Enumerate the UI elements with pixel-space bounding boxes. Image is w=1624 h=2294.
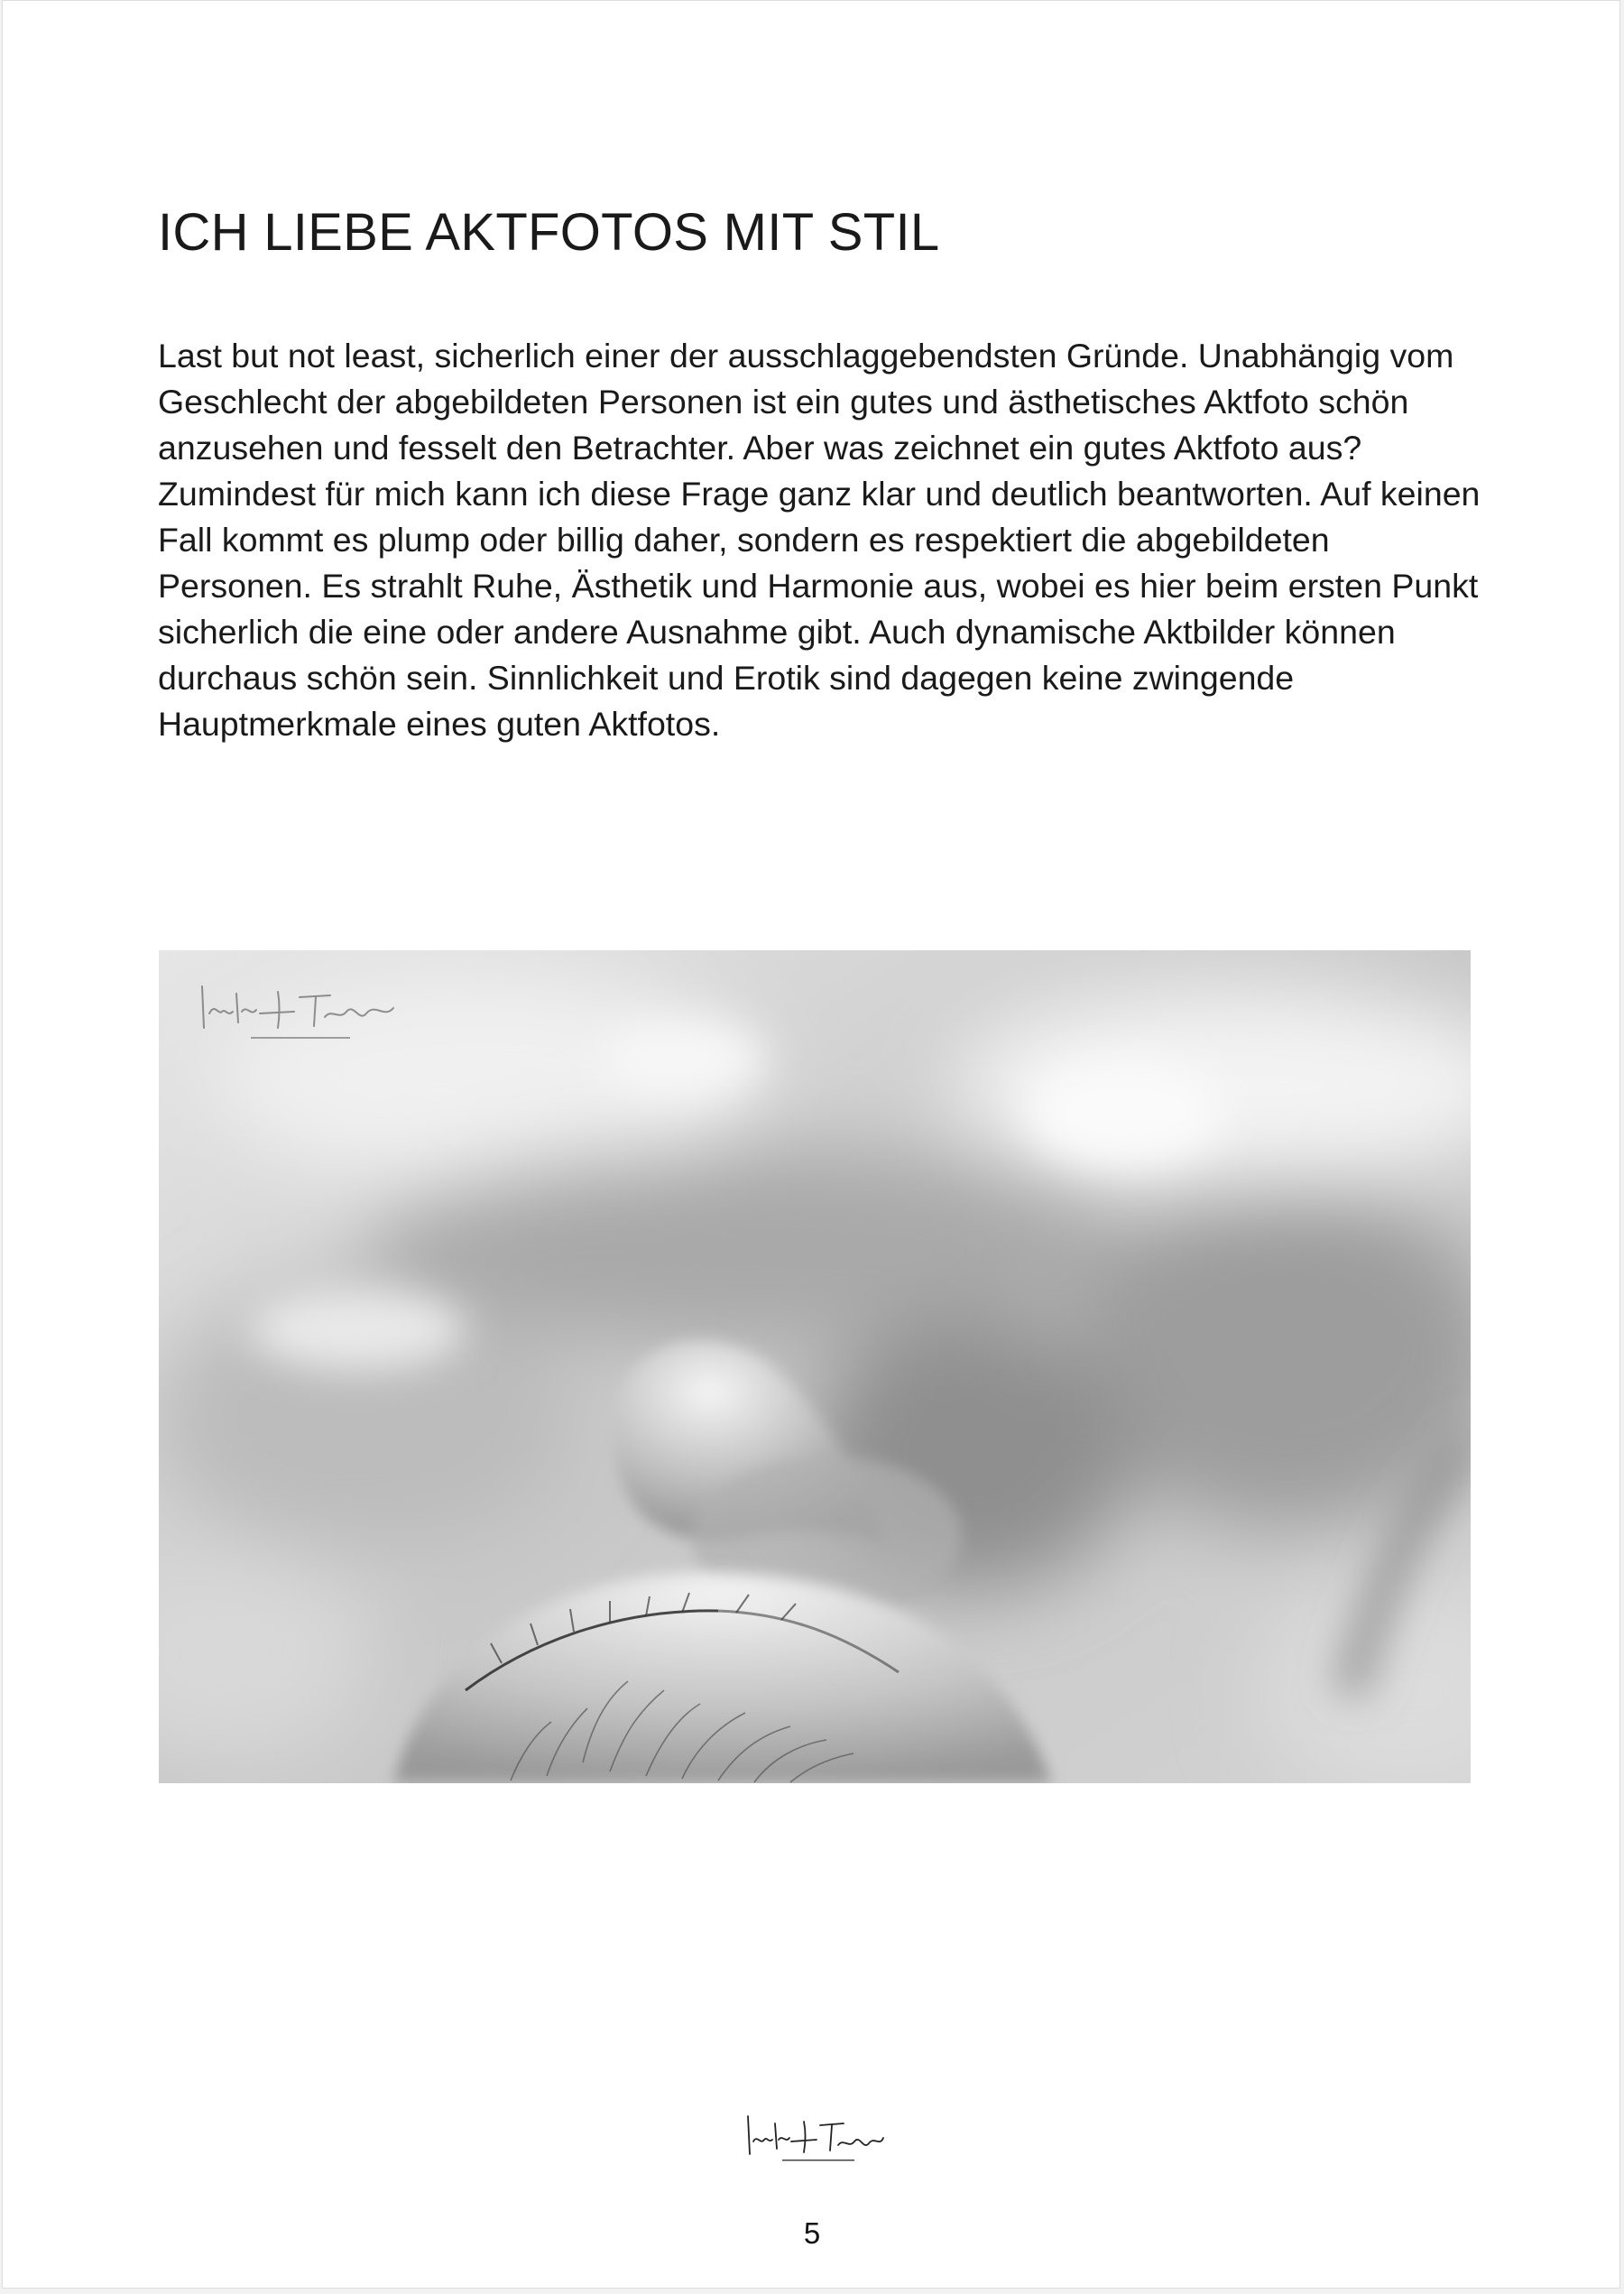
page-number: 5 (803, 2216, 821, 2250)
photographer-watermark (195, 976, 402, 1048)
page-title: ICH LIEBE AKTFOTOS MIT STIL (158, 203, 940, 262)
document-page (2, 0, 1620, 2289)
footer-logo (743, 2111, 887, 2169)
body-paragraph: Last but not least, sicherlich einer der ausschlaggebendsten Gründe. Unabhängig vom Geschlecht der abgebildeten Personen ist ein gutes und ästhetisches Aktfoto schön anzusehen und fesselt den Betrachter. Aber was zeichnet ein gutes Aktfoto aus? Zumindest für mich kann ich diese Frage ganz klar und deutlich beantworten. Auf keinen Fall kommt es plump oder billig daher, sondern es respektiert die abgebildeten Personen. Es strahlt Ruhe, Ästhetik und Harmonie aus, wobei es hier beim ersten Punkt sicherlich die eine oder andere Ausnahme gibt. Auch dynamische Aktbilder können durchaus schön sein. Sinnlichkeit und Erotik sind dagegen keine zwingende Hauptmerkmale eines guten Aktfotos. (158, 337, 1481, 743)
bw-photo (159, 950, 1471, 1783)
photo-illustration (159, 950, 1471, 1783)
